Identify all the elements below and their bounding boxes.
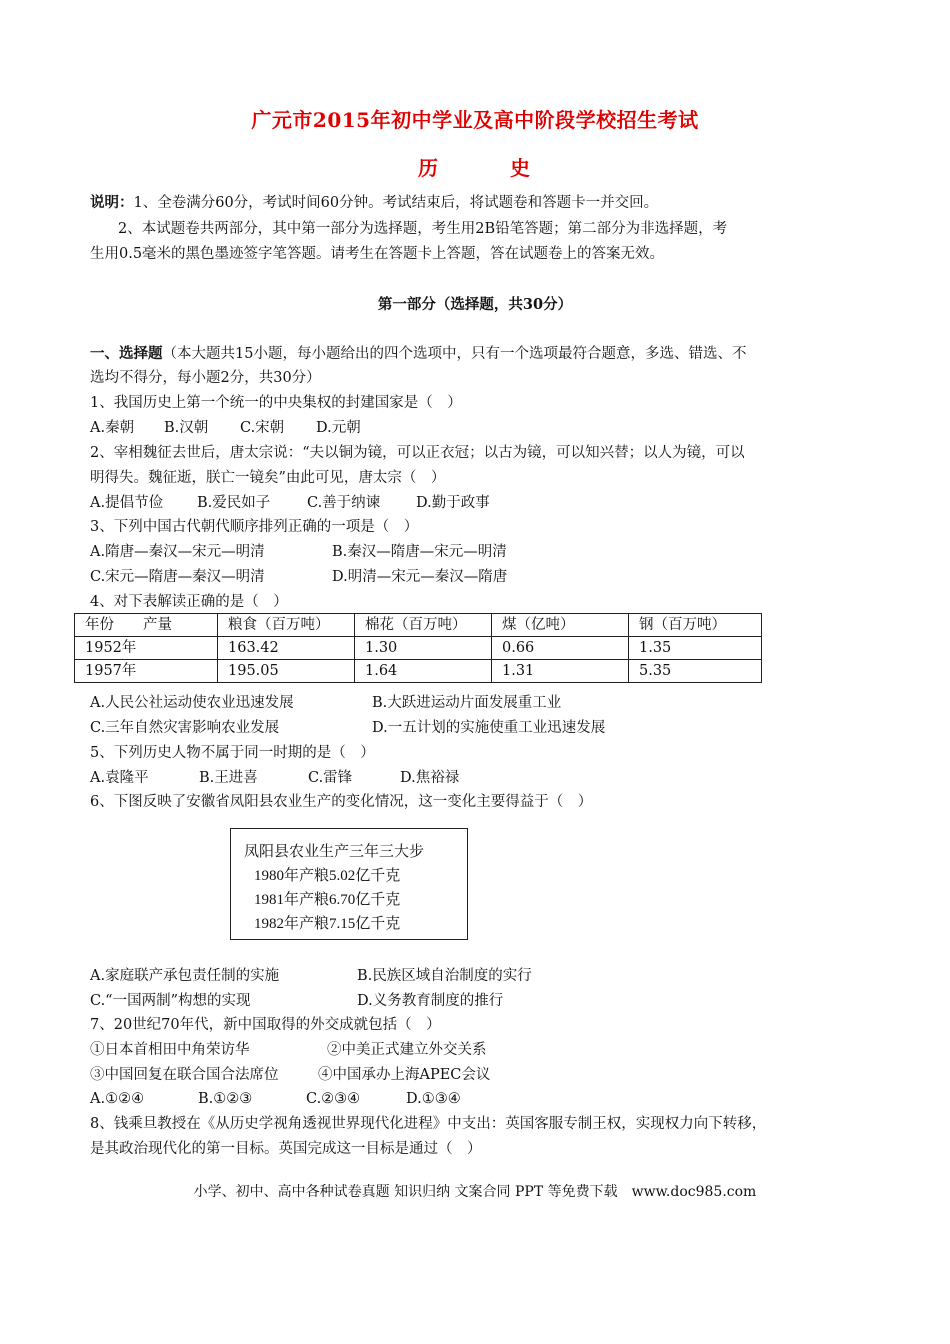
question-5-option-a: A.袁隆平 [90,770,149,786]
instructions-line-2: 2、本试题卷共两部分，其中第一部分为选择题，考生用2B铅笔答题；第二部分为非选择题，考 [118,221,728,237]
subject-title: 历 史 [418,156,556,180]
instructions-line-1 [90,193,658,213]
question-7-option-b: B.①②③ [198,1091,253,1107]
box-line-1980: 1980年产粮5.02亿千克 [254,868,401,884]
question-7-stem: 7、20世纪70年代，新中国取得的外交成就包括（ ） [90,1017,441,1033]
question-2-stem-1: 2、宰相魏征去世后，唐太宗说：“夫以铜为镜，可以正衣冠；以古为镜，可以知兴替；以人为镜，可以 [90,445,745,461]
question-5-option-c: C.雷锋 [308,770,353,786]
table-header-row [75,614,762,637]
question-5-option-d: D.焦裕禄 [400,770,460,786]
box-line-1981: 1981年产粮6.70亿千克 [254,892,401,908]
question-1-option-c: C.宋朝 [240,420,285,436]
question-7-option-d: D.①③④ [406,1091,461,1107]
question-4-stem: 4、对下表解读正确的是（ ） [90,594,288,610]
question-4-option-c: C.三年自然灾害影响农业发展 [90,720,280,736]
table-cell: 0.66 [492,637,629,660]
table-header-cell: 年份 产量 [75,614,218,637]
page-footer: 小学、初中、高中各种试卷真题 知识归纳 文案合同 PPT 等免费下载 www.doc985.com [193,1184,757,1200]
question-4-option-b: B.大跃进运动片面发展重工业 [372,695,562,711]
question-6-option-b: B.民族区域自治制度的实行 [357,968,532,984]
question-8-stem-1: 8、钱乘旦教授在《从历史学视角透视世界现代化进程》中支出：英国客服专制王权，实现权力向下转移， [90,1116,767,1132]
table-cell: 1.31 [492,660,629,683]
question-2-option-d: D.勤于政事 [416,495,490,511]
question-8-stem-2: 是其政治现代化的第一目标。英国完成这一目标是通过（ ） [90,1141,482,1157]
question-3-option-d: D.明清—宋元—秦汉—隋唐 [332,569,508,585]
table-header-cell: 棉花（百万吨） [355,614,492,637]
table-cell: 5.35 [629,660,762,683]
question-7-item-2: ②中美正式建立外交关系 [327,1042,487,1058]
question-7-item-3: ③中国回复在联合国合法席位 [90,1067,279,1083]
table-row [75,637,762,660]
question-5-option-b: B.王进喜 [199,770,258,786]
question-6-option-c: C.“一国两制”构想的实现 [90,993,251,1009]
box-title: 凤阳县农业生产三年三大步 [244,844,425,860]
question-3-option-a: A.隋唐—秦汉—宋元—明清 [90,544,265,560]
question-7-item-1: ①日本首相田中角荣访华 [90,1042,250,1058]
question-4-option-d: D.一五计划的实施使重工业迅速发展 [372,720,606,736]
question-5-stem: 5、下列历史人物不属于同一时期的是（ ） [90,745,375,761]
section-one-label: 一、选择题 [90,345,163,362]
table-cell: 163.42 [218,637,355,660]
fengyang-grain-box [230,828,468,940]
question-1-option-a: A.秦朝 [90,420,135,436]
question-3-stem: 3、下列中国古代朝代顺序排列正确的一项是（ ） [90,519,419,535]
production-table [74,613,762,683]
section-one-desc-2: 选均不得分，每小题2分，共30分） [90,370,321,386]
table-header-cell: 煤（亿吨） [492,614,629,637]
instructions-label: 说明： [90,194,134,211]
table-cell: 1.30 [355,637,492,660]
part-one-heading: 第一部分（选择题，共30分） [377,296,573,313]
question-1-stem: 1、我国历史上第一个统一的中央集权的封建国家是（ ） [90,395,462,411]
question-2-option-c: C.善于纳谏 [307,495,381,511]
question-6-option-d: D.义务教育制度的推行 [357,993,504,1009]
question-2-stem-2: 明得失。魏征逝，朕亡一镜矣”由此可见，唐太宗（ ） [90,470,446,486]
question-6-option-a: A.家庭联产承包责任制的实施 [90,968,280,984]
question-3-option-c: C.宋元—隋唐—秦汉—明清 [90,569,265,585]
table-cell: 1952年 [75,637,218,660]
table-header-cell: 粮食（百万吨） [218,614,355,637]
table-header-cell: 钢（百万吨） [629,614,762,637]
question-2-option-a: A.提倡节俭 [90,495,164,511]
question-1-option-d: D.元朝 [316,420,361,436]
exam-title: 广元市2015年初中学业及高中阶段学校招生考试 [251,108,699,132]
question-3-option-b: B.秦汉—隋唐—宋元—明清 [332,544,507,560]
question-7-option-a: A.①②④ [90,1091,145,1107]
question-7-item-4: ④中国承办上海APEC会议 [318,1067,491,1083]
instructions-text-1: 1、全卷满分60分，考试时间60分钟。考试结束后，将试题卷和答题卡一并交回。 [133,195,659,211]
question-4-option-a: A.人民公社运动使农业迅速发展 [90,695,294,711]
table-row [75,660,762,683]
table-cell: 1957年 [75,660,218,683]
table-cell: 1.35 [629,637,762,660]
section-one-intro [90,344,746,364]
box-line-1982: 1982年产粮7.15亿千克 [254,916,401,932]
question-1-option-b: B.汉朝 [164,420,209,436]
question-2-option-b: B.爱民如子 [197,495,271,511]
question-7-option-c: C.②③④ [306,1091,361,1107]
instructions-line-3: 生用0.5毫米的黑色墨迹签字笔答题。请考生在答题卡上答题，答在试题卷上的答案无效。 [90,246,665,262]
question-6-stem: 6、下图反映了安徽省凤阳县农业生产的变化情况，这一变化主要得益于（ ） [90,794,593,810]
table-cell: 1.64 [355,660,492,683]
section-one-desc: （本大题共15小题，每小题给出的四个选项中，只有一个选项最符合题意，多选、错选、不 [162,346,747,362]
table-cell: 195.05 [218,660,355,683]
